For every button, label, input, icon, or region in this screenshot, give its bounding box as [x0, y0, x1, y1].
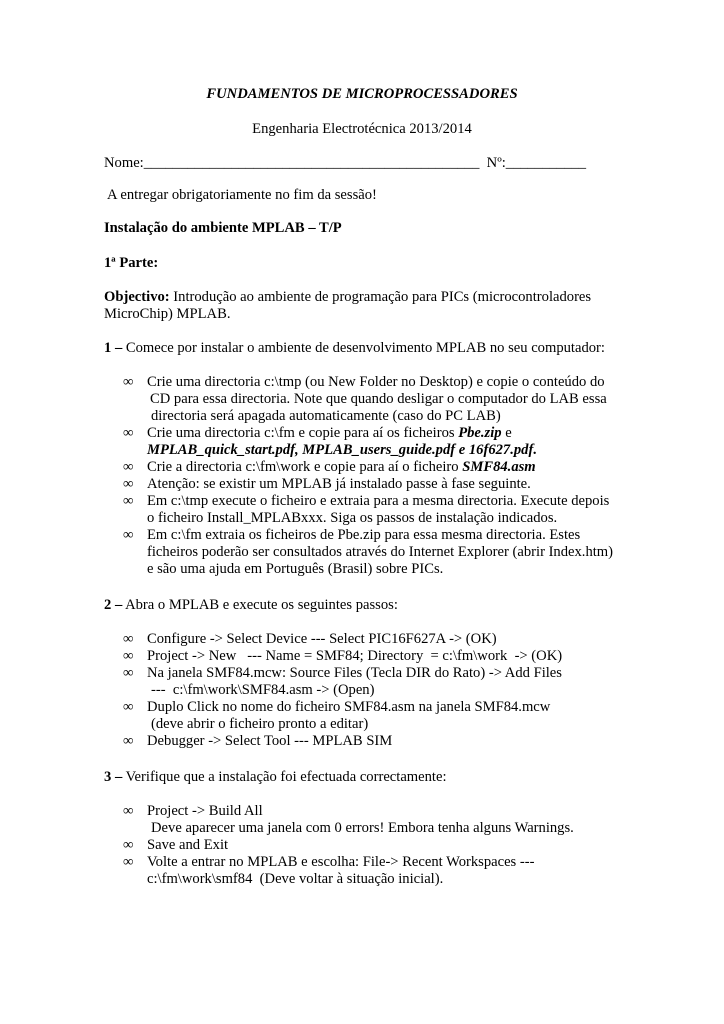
- step-1-text: Comece por instalar o ambiente de desenvolvimento MPLAB no seu computador:: [122, 340, 605, 356]
- infinity-bullet-icon: ∞: [123, 527, 134, 543]
- item-text: Project -> Build All: [147, 803, 263, 819]
- infinity-bullet-icon: ∞: [123, 374, 134, 390]
- item-text: Em c:\tmp execute o ficheiro e extraia para a mesma directoria. Execute depois: [147, 493, 610, 509]
- list-item: [123, 493, 623, 527]
- infinity-bullet-icon: ∞: [123, 631, 134, 647]
- item-text: Atenção: se existir um MPLAB já instalado passe à fase seguinte.: [147, 476, 531, 492]
- item-text: o ficheiro Install_MPLABxxx. Siga os passos de instalação indicados.: [147, 510, 558, 526]
- list-item: [123, 425, 623, 459]
- list-item: [123, 803, 623, 837]
- item-text: Em c:\fm extraia os ficheiros de Pbe.zip para essa mesma directoria. Estes: [147, 527, 581, 543]
- item-text: CD para essa directoria. Note que quando desligar o computador do LAB essa: [150, 391, 607, 407]
- list-item: [123, 733, 623, 750]
- document-title: FUNDAMENTOS DE MICROPROCESSADORES: [206, 86, 518, 102]
- objective-label: Objectivo:: [104, 289, 170, 305]
- step-3-list: [123, 803, 623, 888]
- step-3-number: 3 –: [104, 769, 123, 785]
- step-2-paragraph: [104, 597, 624, 614]
- item-filename: Pbe.zip: [458, 425, 502, 441]
- infinity-bullet-icon: ∞: [123, 459, 134, 475]
- item-text: --- c:\fm\work\SMF84.asm -> (Open): [151, 682, 375, 698]
- infinity-bullet-icon: ∞: [123, 665, 134, 681]
- infinity-bullet-icon: ∞: [123, 476, 134, 492]
- infinity-bullet-icon: ∞: [123, 493, 134, 509]
- step-3-paragraph: [104, 769, 624, 786]
- item-text: Duplo Click no nome do ficheiro SMF84.asm na janela SMF84.mcw: [147, 699, 551, 715]
- item-text: (deve abrir o ficheiro pronto a editar): [151, 716, 369, 732]
- step-3-text: Verifique que a instalação foi efectuada correctamente:: [122, 769, 447, 785]
- item-text: Debugger -> Select Tool --- MPLAB SIM: [147, 733, 393, 749]
- item-text: Deve aparecer uma janela com 0 errors! Embora tenha alguns Warnings.: [151, 820, 574, 836]
- item-text: Crie uma directoria c:\tmp (ou New Folder no Desktop) e copie o conteúdo do: [147, 374, 605, 390]
- item-filenames: MPLAB_quick_start.pdf, MPLAB_users_guide.pdf e 16f627.pdf.: [147, 442, 537, 458]
- item-text: e: [501, 425, 512, 441]
- step-1-number: 1 –: [104, 340, 123, 356]
- infinity-bullet-icon: ∞: [123, 648, 134, 664]
- item-text: Na janela SMF84.mcw: Source Files (Tecla DIR do Rato) -> Add Files: [147, 665, 562, 681]
- infinity-bullet-icon: ∞: [123, 733, 134, 749]
- item-text: ficheiros poderão ser consultados através do Internet Explorer (abrir Index.htm): [147, 544, 614, 560]
- list-item: [123, 476, 623, 493]
- item-text: Crie a directoria c:\fm\work e copie para aí o ficheiro: [147, 459, 463, 475]
- item-text: Volte a entrar no MPLAB e escolha: File-> Recent Workspaces ---: [147, 854, 535, 870]
- step-1-paragraph: [104, 340, 624, 357]
- item-text: Configure -> Select Device --- Select PIC16F627A -> (OK): [147, 631, 497, 647]
- item-text: c:\fm\work\smf84 (Deve voltar à situação inicial).: [147, 871, 444, 887]
- infinity-bullet-icon: ∞: [123, 837, 134, 853]
- list-item: [123, 837, 623, 854]
- item-text: Save and Exit: [147, 837, 229, 853]
- item-filename: SMF84.asm: [462, 459, 536, 475]
- infinity-bullet-icon: ∞: [123, 699, 134, 715]
- infinity-bullet-icon: ∞: [123, 803, 134, 819]
- step-1-list: [123, 374, 623, 578]
- list-item: [123, 527, 623, 578]
- item-text: Project -> New --- Name = SMF84; Directory = c:\fm\work -> (OK): [147, 648, 563, 664]
- item-text: directoria será apagada automaticamente (caso do PC LAB): [151, 408, 501, 424]
- list-item: [123, 699, 623, 733]
- list-item: [123, 459, 623, 476]
- step-2-list: [123, 631, 623, 750]
- name-number-line: Nome:______________________________________________ Nº:___________: [104, 155, 587, 171]
- objective-text: Introdução ao ambiente de programação para PICs (microcontroladores MicroChip) MPLAB.: [104, 289, 592, 322]
- objective-paragraph: [104, 289, 629, 323]
- list-item: [123, 648, 623, 665]
- infinity-bullet-icon: ∞: [123, 854, 134, 870]
- list-item: [123, 665, 623, 699]
- list-item: [123, 374, 623, 425]
- item-text: e são uma ajuda em Português (Brasil) sobre PICs.: [147, 561, 444, 577]
- item-text: Crie uma directoria c:\fm e copie para aí os ficheiros: [147, 425, 459, 441]
- part-label: 1ª Parte:: [104, 255, 159, 271]
- document-subtitle: Engenharia Electrotécnica 2013/2014: [252, 121, 472, 137]
- section-heading: Instalação do ambiente MPLAB – T/P: [104, 220, 342, 236]
- list-item: [123, 631, 623, 648]
- delivery-note: A entregar obrigatoriamente no fim da sessão!: [107, 187, 377, 203]
- list-item: [123, 854, 623, 888]
- step-2-text: Abra o MPLAB e execute os seguintes passos:: [122, 597, 398, 613]
- infinity-bullet-icon: ∞: [123, 425, 134, 441]
- step-2-number: 2 –: [104, 597, 123, 613]
